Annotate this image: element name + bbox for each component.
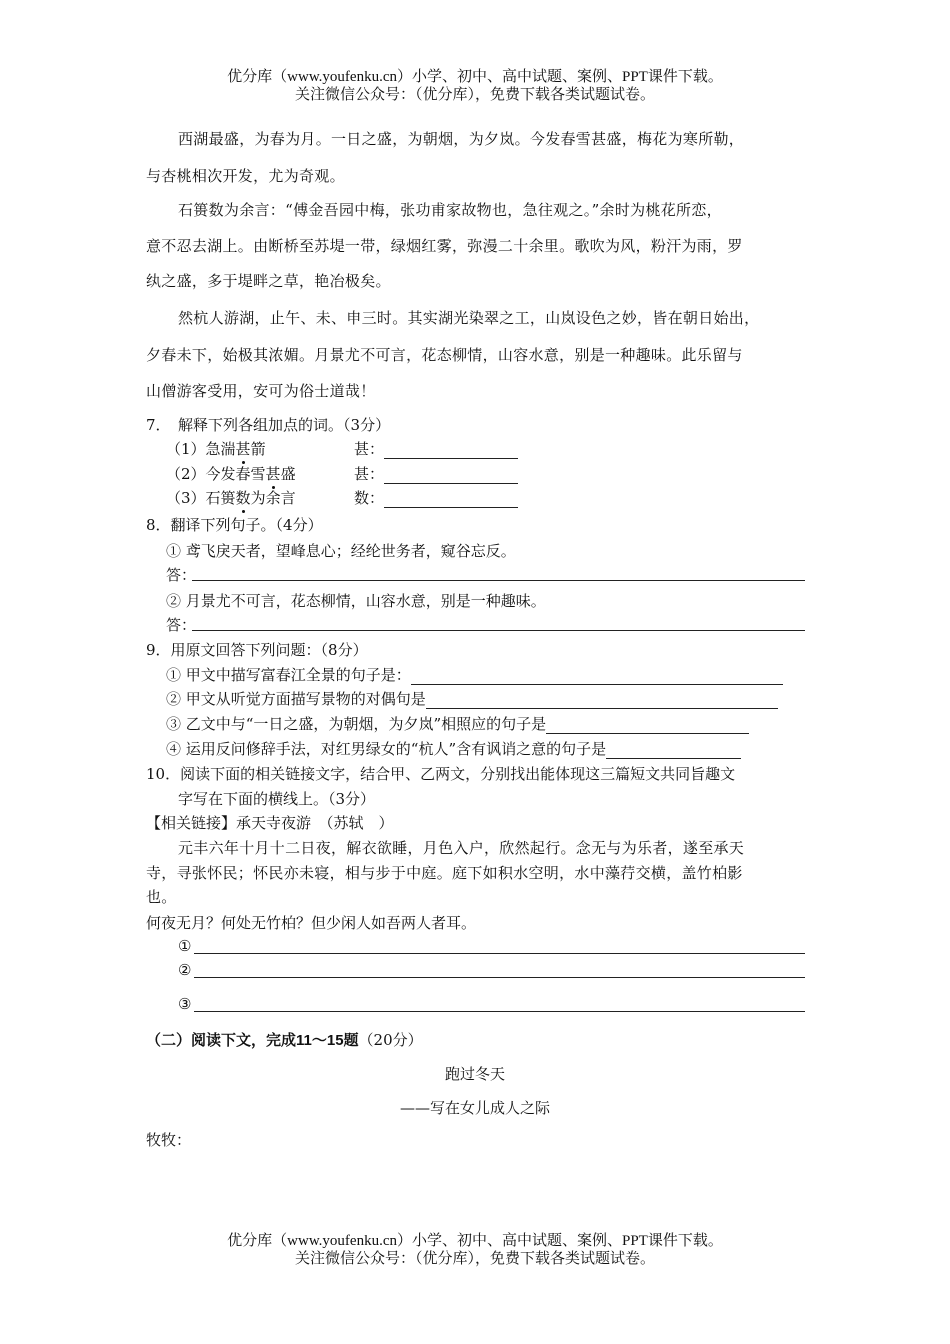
- q9-item-1: ① 甲文中描写富春江全景的句子是：: [166, 664, 805, 685]
- q9-item-3: ③ 乙文中与“一日之盛，为朝烟，为夕岚”相照应的句子是: [166, 713, 805, 734]
- header-line-2: 关注微信公众号：（优分库），免费下载各类试题试卷。: [294, 87, 655, 103]
- q10-text-line2: 寺，寻张怀民；怀民亦未寝，相与步于中庭。庭下如积水空明，水中藻荇交横，盖竹柏影: [146, 864, 743, 882]
- q8-answer-line-1[interactable]: [192, 580, 805, 581]
- passage-p3-line3: 山僧游客受用，安可为俗士道哉！: [146, 382, 376, 400]
- header-line-1: 优分库（www.youfenku.cn）小学、初中、高中试题、案例、PPT课件下载。: [227, 69, 723, 85]
- q10-text-line4: 何夜无月？何处无竹柏？但少闲人如吾两人者耳。: [146, 914, 477, 932]
- q10-answer-line-2[interactable]: [194, 977, 805, 978]
- q8-sentence-2: ② 月景尤不可言，花态柳情，山容水意，别是一种趣味。: [166, 592, 546, 610]
- section2-subtitle: ——写在女儿成人之际: [399, 1099, 550, 1117]
- q7-answer-1-blank[interactable]: [384, 442, 518, 459]
- q7-answer-2-blank[interactable]: [384, 467, 518, 484]
- q7-answer-2: 甚：: [354, 463, 805, 484]
- passage-p3-line1: 然杭人游湖，止午、未、申三时。其实湖光染翠之工，山岚设色之妙，皆在朝日始出，: [178, 309, 760, 327]
- passage-p2-line2: 意不忍去湖上。由断桥至苏堤一带，绿烟红雾，弥漫二十余里。歌吹为风，粉汗为雨，罗: [146, 237, 743, 255]
- q7-answer-1: 甚：: [354, 438, 805, 459]
- section2-salutation: 牧牧：: [146, 1131, 192, 1149]
- q10-answer-line-3[interactable]: [194, 1011, 805, 1012]
- q7-item-1: （1）急湍甚箭: [166, 440, 266, 458]
- q7-answer-3: 数：: [354, 487, 805, 508]
- passage-p2-line3: 纨之盛，多于堤畔之草，艳冶极矣。: [146, 272, 391, 290]
- q10-title-line2: 字写在下面的横线上。（3分）: [178, 790, 376, 808]
- q7-item-3-dotted-word: 数: [235, 489, 251, 507]
- q8-answer-label-1: 答：: [166, 566, 197, 584]
- q10-answer-line-1[interactable]: [194, 953, 805, 954]
- section2-heading: （二）阅读下文，完成11～15题（20分）: [146, 1031, 423, 1049]
- q10-title-line1: 10．阅读下面的相关链接文字，结合甲、乙两文，分别找出能体现这三篇短文共同旨趣文: [146, 765, 736, 783]
- q10-text-line3: 也。: [146, 888, 177, 906]
- q7-item-1-dotted-word: 甚: [235, 440, 251, 458]
- q8-answer-label-2: 答：: [166, 616, 197, 634]
- q10-answer-num-3: ③: [178, 995, 192, 1013]
- q9-title: 9．用原文回答下列问题：（8分）: [146, 641, 368, 659]
- q8-sentence-1: ① 鸢飞戾天者，望峰息心；经纶世务者，窥谷忘反。: [166, 542, 516, 560]
- q9-item-2-blank[interactable]: [426, 692, 778, 709]
- q10-answer-num-1: ①: [178, 937, 192, 955]
- passage-p1-line1: 西湖最盛，为春为月。一日之盛，为朝烟，为夕岚。今发春雪甚盛，梅花为寒所勒，: [178, 130, 745, 148]
- q9-item-3-blank[interactable]: [546, 717, 749, 734]
- q7-item-2-dotted-word: 甚: [265, 465, 281, 483]
- q8-title: 8．翻译下列句子。（4分）: [146, 516, 323, 534]
- footer-line-1: 优分库（www.youfenku.cn）小学、初中、高中试题、案例、PPT课件下载。: [227, 1233, 723, 1249]
- q9-item-4: ④ 运用反问修辞手法，对红男绿女的“杭人”含有讽诮之意的句子是: [166, 738, 805, 759]
- section2-title: 跑过冬天: [444, 1065, 505, 1083]
- q8-answer-line-2[interactable]: [192, 630, 805, 631]
- q10-link-title: 【相关链接】承天寺夜游 （苏轼 ）: [146, 814, 394, 832]
- passage-p2-line1: 石篑数为余言：“傅金吾园中梅，张功甫家故物也，急往观之。”余时为桃花所恋，: [178, 201, 722, 219]
- footer-line-2: 关注微信公众号：（优分库），免费下载各类试题试卷。: [294, 1251, 655, 1267]
- q7-answer-3-blank[interactable]: [384, 491, 518, 508]
- passage-p1-line2: 与杏桃相次开发，尤为奇观。: [146, 167, 345, 185]
- q10-answer-num-2: ②: [178, 961, 192, 979]
- q7-item-2: （2）今发春雪甚盛: [166, 465, 296, 483]
- q9-item-2: ② 甲文从听觉方面描写景物的对偶句是: [166, 688, 805, 709]
- q10-text-line1: 元丰六年十月十二日夜，解衣欲睡，月色入户，欣然起行。念无与为乐者，遂至承天: [178, 839, 745, 857]
- passage-p3-line2: 夕春未下，始极其浓媚。月景尤不可言，花态柳情，山容水意，别是一种趣味。此乐留与: [146, 346, 743, 364]
- q9-item-4-blank[interactable]: [606, 742, 741, 759]
- q7-item-3: （3）石篑数为余言: [166, 489, 296, 507]
- q9-item-1-blank[interactable]: [411, 668, 783, 685]
- q7-title: 7． 解释下列各组加点的词。（3分）: [146, 416, 391, 434]
